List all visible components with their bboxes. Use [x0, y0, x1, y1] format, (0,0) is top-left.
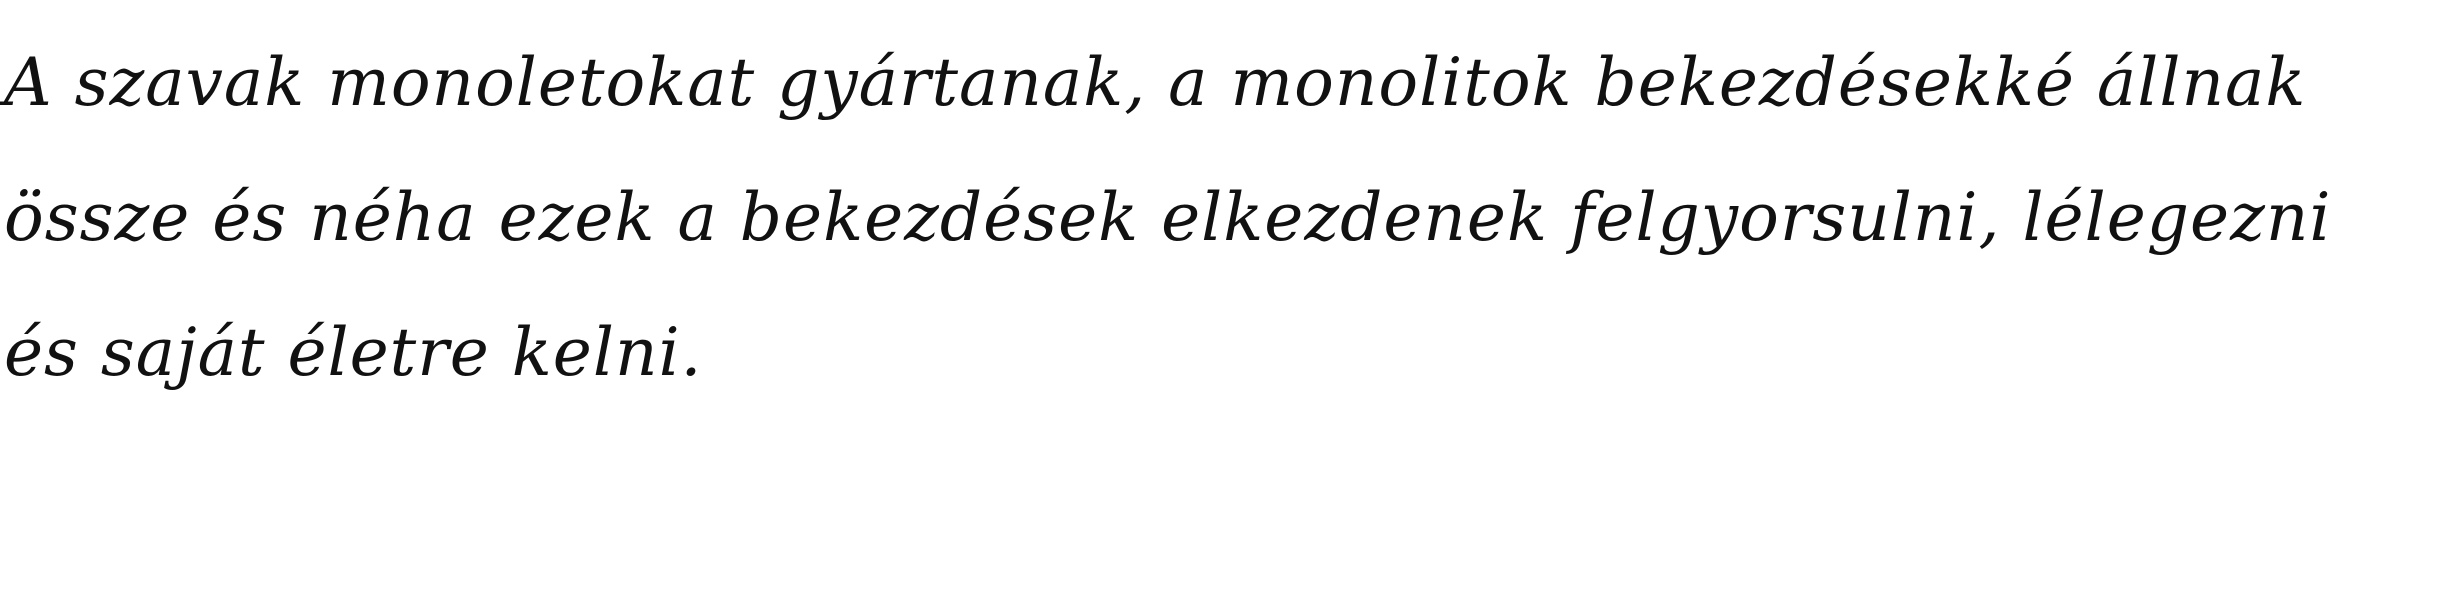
handwritten-line-2: össze és néha ezek a bekezdések elkezdenek felgyorsulni, lélegezni — [4, 179, 2332, 256]
handwritten-line-3: és saját életre kelni. — [4, 314, 703, 391]
handwritten-line-1: A szavak monoletokat gyártanak, a monolitok bekezdésekké állnak — [4, 44, 2307, 121]
